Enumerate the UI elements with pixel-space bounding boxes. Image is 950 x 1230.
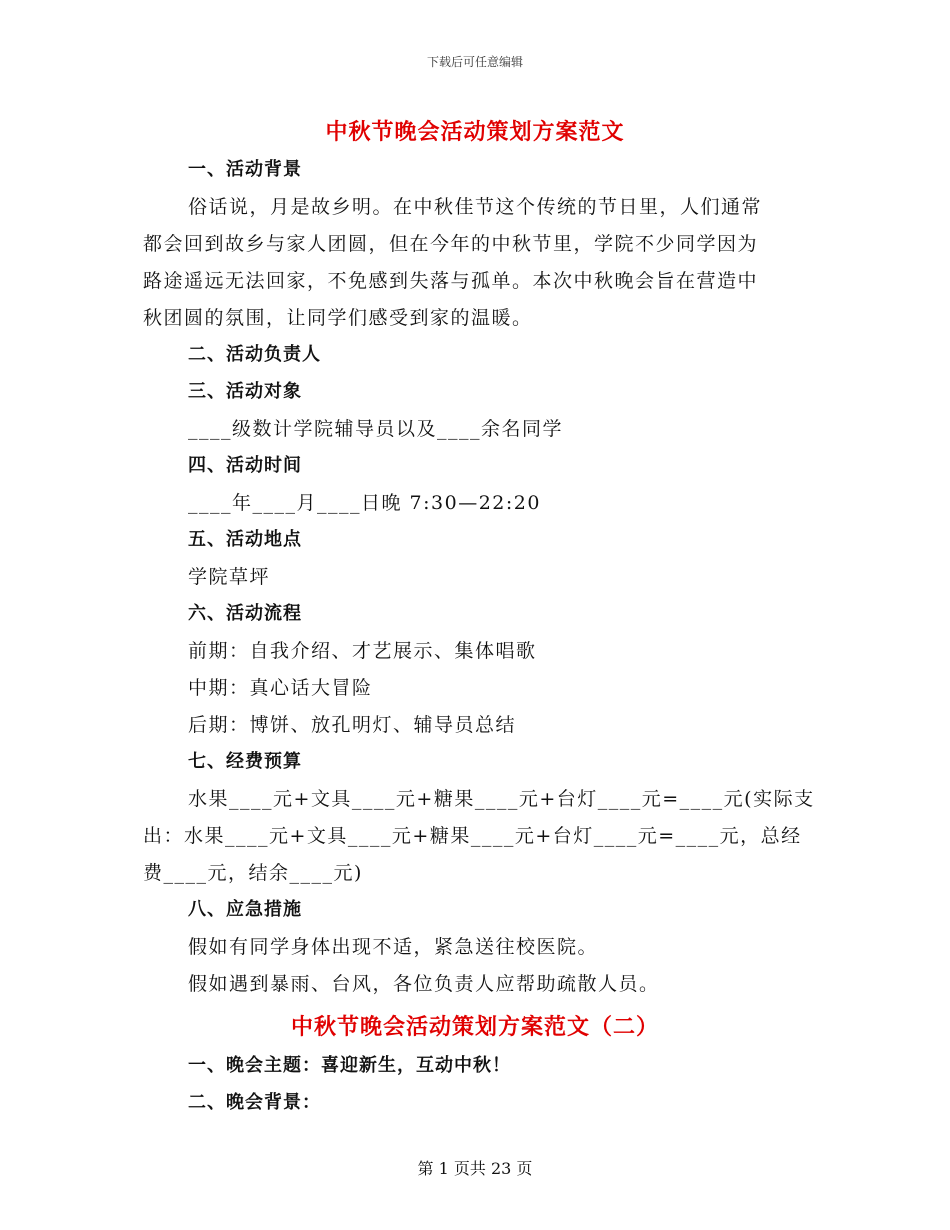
section-heading-owner: 二、活动负责人 <box>188 344 321 365</box>
section-heading-time: 四、活动时间 <box>188 455 302 476</box>
audience-text: ____级数计学院辅导员以及____余名同学 <box>188 418 564 440</box>
section-heading-budget: 七、经费预算 <box>188 751 302 772</box>
page-footer: 第 1 页共 23 页 <box>417 1159 533 1178</box>
location-text: 学院草坪 <box>188 566 271 588</box>
process-item: 中期：真心话大冒险 <box>188 677 373 699</box>
budget-line: 水果____元+文具____元+糖果____元+台灯____元=____元(实际支 <box>188 788 815 810</box>
budget-line: 出：水果____元+文具____元+糖果____元+台灯____元=____元，总经 <box>143 825 802 847</box>
paragraph-line: 俗话说，月是故乡明。在中秋佳节这个传统的节日里，人们通常 <box>188 196 763 218</box>
section-heading-audience: 三、活动对象 <box>188 381 302 402</box>
time-text: ____年____月____日晚 7:30—22:20 <box>188 492 541 514</box>
part2-heading-background: 二、晚会背景： <box>188 1092 321 1113</box>
part2-heading-theme: 一、晚会主题：喜迎新生，互动中秋！ <box>188 1055 511 1076</box>
section-heading-emergency: 八、应急措施 <box>188 899 302 920</box>
section-heading-location: 五、活动地点 <box>188 529 302 550</box>
paragraph-line: 路途遥远无法回家，不免感到失落与孤单。本次中秋晚会旨在营造中 <box>143 270 759 292</box>
process-item: 前期：自我介绍、才艺展示、集体唱歌 <box>188 640 537 662</box>
emergency-item: 假如遇到暴雨、台风，各位负责人应帮助疏散人员。 <box>188 973 660 995</box>
emergency-item: 假如有同学身体出现不适，紧急送往校医院。 <box>188 936 599 958</box>
section-heading-background: 一、活动背景 <box>188 159 302 180</box>
document-title-2: 中秋节晚会活动策划方案范文（二） <box>290 1014 659 1040</box>
budget-line: 费____元，结余____元) <box>143 862 363 884</box>
section-heading-process: 六、活动流程 <box>188 603 302 624</box>
header-note: 下载后可任意编辑 <box>426 55 523 69</box>
paragraph-line: 都会回到故乡与家人团圆，但在今年的中秋节里，学院不少同学因为 <box>143 233 759 255</box>
document-title: 中秋节晚会活动策划方案范文 <box>325 119 625 145</box>
paragraph-line: 秋团圆的氛围，让同学们感受到家的温暖。 <box>143 307 533 329</box>
process-item: 后期：博饼、放孔明灯、辅导员总结 <box>188 714 517 736</box>
